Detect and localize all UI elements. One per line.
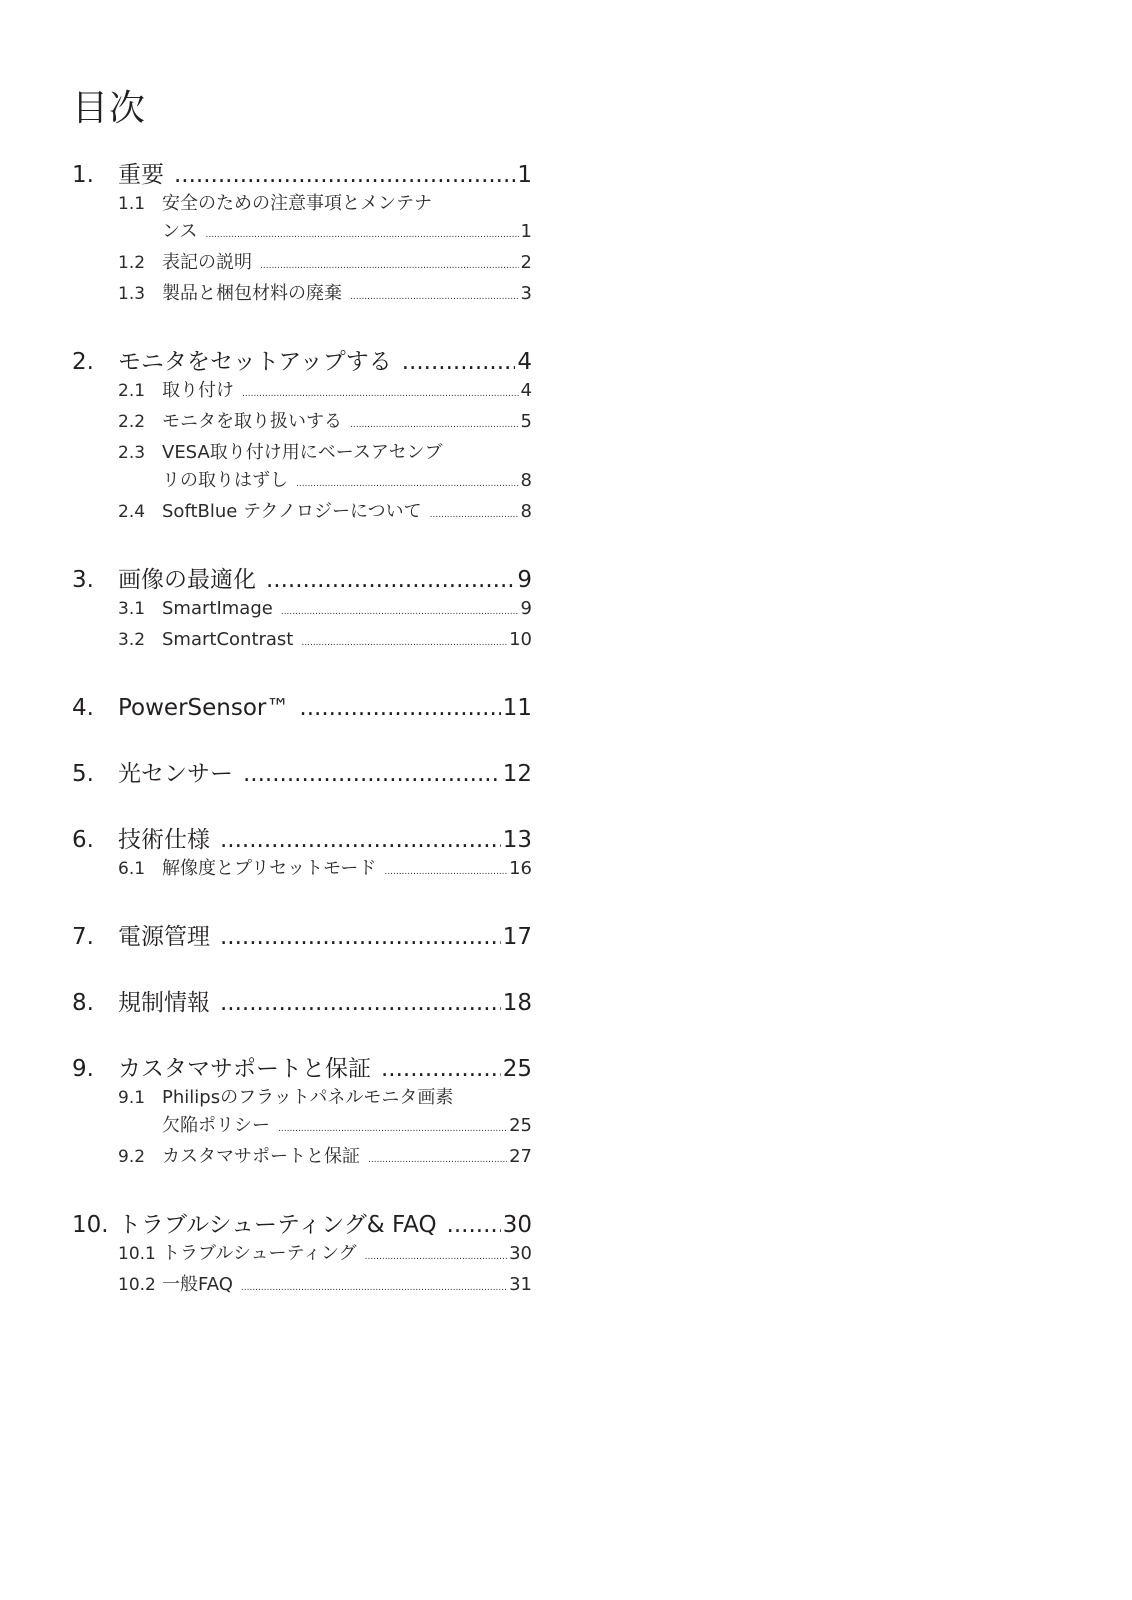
toc-entry[interactable] [72, 1210, 532, 1240]
subsection-number: 10.2 [118, 1275, 156, 1295]
toc-entry[interactable] [72, 922, 532, 952]
toc-entry[interactable] [72, 988, 532, 1018]
subsection-title: VESA取り付け用にベースアセンブ [162, 442, 443, 463]
subsection-number: 2.4 [118, 502, 146, 522]
table-of-contents [72, 160, 532, 1338]
toc-entry[interactable] [72, 759, 532, 789]
toc-subentry[interactable] [72, 855, 532, 886]
page-number: 25 [509, 1115, 532, 1136]
dot-leader [365, 1243, 507, 1271]
toc-section [72, 759, 532, 789]
toc-section [72, 825, 532, 886]
section-number: 7. [72, 924, 94, 950]
subsection-title: SmartContrast [162, 629, 294, 650]
page-number: 8 [520, 470, 532, 491]
page-number: 1 [517, 162, 532, 188]
section-title: 画像の最適化 [118, 567, 256, 593]
dot-leader [281, 598, 519, 626]
page-number: 25 [502, 1056, 532, 1082]
subsection-number: 2.2 [118, 412, 146, 432]
toc-section [72, 988, 532, 1018]
toc-subentry[interactable] [72, 1271, 532, 1302]
subsection-title: 解像度とプリセットモード [162, 858, 377, 879]
section-title: モニタをセットアップする [118, 349, 392, 375]
page-number: 3 [520, 283, 532, 304]
toc-subentry[interactable] [72, 595, 532, 626]
subsection-title: 製品と梱包材料の廃棄 [162, 283, 342, 304]
dot-leader [299, 693, 500, 723]
toc-entry[interactable] [72, 1054, 532, 1084]
toc-subentry-line[interactable] [72, 439, 532, 467]
page-number: 13 [502, 827, 532, 853]
subsection-title: 一般FAQ [162, 1274, 233, 1295]
subsection-number: 9.2 [118, 1147, 146, 1167]
subsection-title: SoftBlue テクノロジーについて [162, 501, 422, 522]
toc-section [72, 347, 532, 529]
subsection-title: 安全のための注意事項とメンテナ [162, 193, 432, 214]
page-number: 4 [520, 380, 532, 401]
toc-subentry[interactable] [72, 377, 532, 408]
dot-leader [242, 380, 519, 408]
toc-section [72, 565, 532, 657]
subsection-title: リの取りはずし [162, 470, 288, 491]
dot-leader [241, 1274, 507, 1302]
page-number: 27 [509, 1146, 532, 1167]
section-title: 電源管理 [118, 924, 210, 950]
section-title: 技術仕様 [118, 827, 210, 853]
toc-subentry-line[interactable] [72, 190, 532, 218]
page-number: 30 [502, 1212, 532, 1238]
subsection-number: 6.1 [118, 859, 146, 879]
subsection-title: Philipsのフラットパネルモニタ画素 [162, 1087, 454, 1108]
dot-leader [381, 1054, 501, 1084]
section-title: PowerSensor™ [118, 695, 290, 721]
dot-leader [402, 347, 516, 377]
page-number: 12 [502, 761, 532, 787]
dot-leader [430, 501, 519, 529]
toc-section [72, 1210, 532, 1302]
dot-leader [220, 922, 501, 952]
section-title: 重要 [118, 162, 164, 188]
section-number: 8. [72, 990, 94, 1016]
toc-subentry[interactable] [72, 408, 532, 439]
section-title: 光センサー [118, 761, 233, 787]
page-number: 4 [517, 349, 532, 375]
dot-leader [301, 629, 507, 657]
page-number: 2 [520, 252, 532, 273]
page-number: 10 [509, 629, 532, 650]
subsection-title: SmartImage [162, 598, 273, 619]
page-number: 1 [520, 221, 532, 242]
toc-subentry[interactable] [72, 467, 532, 498]
section-number: 9. [72, 1056, 94, 1082]
section-number: 5. [72, 761, 94, 787]
subsection-title: カスタマサポートと保証 [162, 1146, 360, 1167]
toc-subentry[interactable] [72, 280, 532, 311]
dot-leader [384, 858, 507, 886]
dot-leader [296, 470, 519, 498]
page-title: 目次 [72, 88, 147, 129]
page-number: 9 [517, 567, 532, 593]
subsection-number: 1.1 [118, 194, 146, 214]
subsection-title: 取り付け [162, 380, 234, 401]
page-number: 30 [509, 1243, 532, 1264]
toc-subentry[interactable] [72, 1112, 532, 1143]
section-number: 6. [72, 827, 94, 853]
toc-section [72, 693, 532, 723]
subsection-title: モニタを取り扱いする [162, 411, 342, 432]
page-number: 18 [502, 990, 532, 1016]
section-number: 1. [72, 162, 94, 188]
subsection-title: ンス [162, 221, 198, 242]
subsection-number: 1.3 [118, 284, 146, 304]
subsection-number: 3.2 [118, 630, 146, 650]
section-title: 規制情報 [118, 990, 210, 1016]
toc-subentry[interactable] [72, 218, 532, 249]
dot-leader [368, 1146, 507, 1174]
toc-subentry[interactable] [72, 626, 532, 657]
dot-leader [205, 221, 518, 249]
toc-entry[interactable] [72, 565, 532, 595]
subsection-number: 3.1 [118, 599, 146, 619]
page-number: 5 [520, 411, 532, 432]
toc-entry[interactable] [72, 160, 532, 190]
section-number: 4. [72, 695, 94, 721]
toc-subentry[interactable] [72, 498, 532, 529]
subsection-number: 1.2 [118, 253, 146, 273]
toc-subentry[interactable] [72, 1240, 532, 1271]
subsection-number: 2.1 [118, 381, 146, 401]
dot-leader [174, 160, 515, 190]
dot-leader [266, 565, 515, 595]
dot-leader [220, 825, 501, 855]
toc-section [72, 922, 532, 952]
section-title: カスタマサポートと保証 [118, 1056, 371, 1082]
subsection-title: 欠陥ポリシー [162, 1115, 270, 1136]
dot-leader [350, 283, 519, 311]
dot-leader [447, 1210, 501, 1240]
page-number: 31 [509, 1274, 532, 1295]
dot-leader [243, 759, 501, 789]
page-number: 9 [520, 598, 532, 619]
toc-subentry[interactable] [72, 249, 532, 280]
dot-leader [350, 411, 519, 439]
subsection-number: 2.3 [118, 443, 146, 463]
subsection-number: 10.1 [118, 1244, 156, 1264]
page-number: 17 [502, 924, 532, 950]
dot-leader [220, 988, 501, 1018]
section-number: 3. [72, 567, 94, 593]
subsection-number: 9.1 [118, 1088, 146, 1108]
subsection-title: トラブルシューティング [162, 1243, 357, 1264]
toc-section [72, 1054, 532, 1174]
page-number: 11 [502, 695, 532, 721]
toc-entry[interactable] [72, 825, 532, 855]
subsection-title: 表記の説明 [162, 252, 252, 273]
toc-subentry-line[interactable] [72, 1084, 532, 1112]
section-number: 2. [72, 349, 94, 375]
dot-leader [260, 252, 519, 280]
dot-leader [278, 1115, 507, 1143]
section-number: 10. [72, 1212, 109, 1238]
page-number: 16 [509, 858, 532, 879]
section-title: トラブルシューティング& FAQ [118, 1212, 437, 1238]
page-number: 8 [520, 501, 532, 522]
toc-entry[interactable] [72, 693, 532, 723]
toc-subentry[interactable] [72, 1143, 532, 1174]
toc-entry[interactable] [72, 347, 532, 377]
toc-section [72, 160, 532, 311]
